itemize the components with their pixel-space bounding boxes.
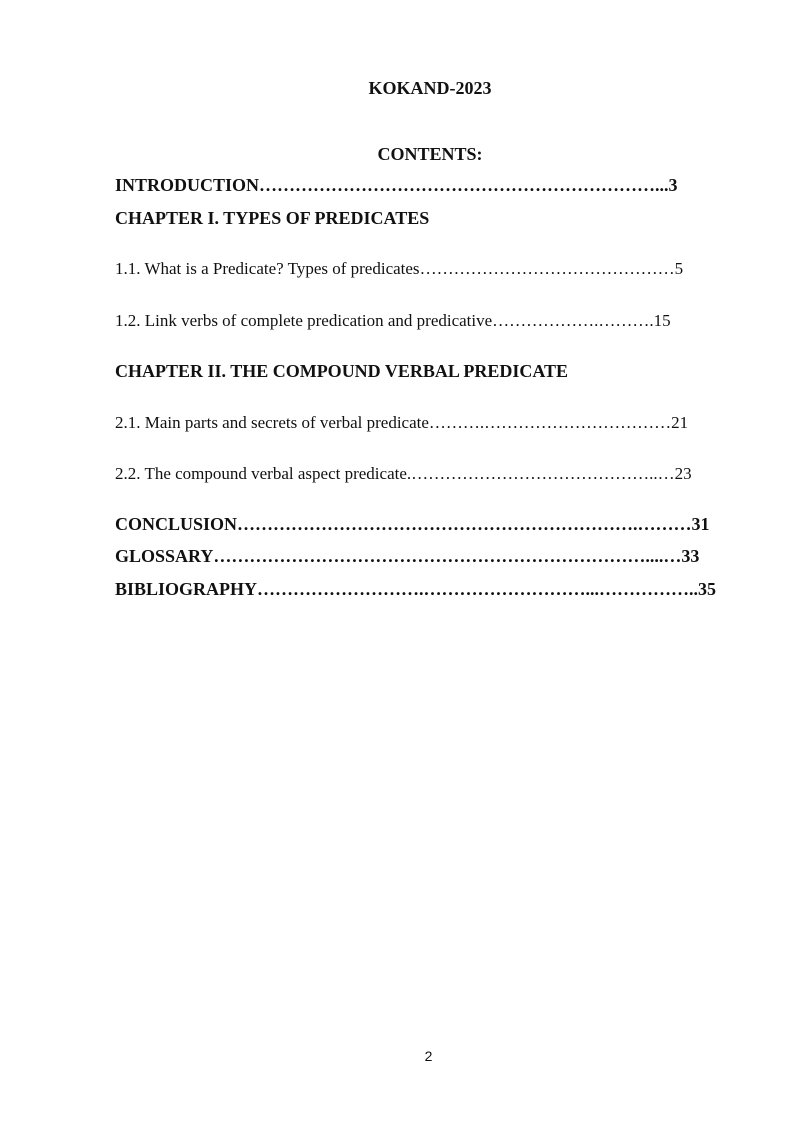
page-number: 2 — [424, 1048, 433, 1064]
toc-entry-introduction — [115, 175, 678, 196]
toc-leader-dots: ……….…………………………… — [428, 413, 672, 432]
document-title: KOKAND-2023 — [368, 78, 492, 98]
toc-leader-dots: ……………………….………………………...…………….. — [257, 579, 699, 599]
toc-entry-1-1 — [115, 259, 683, 279]
toc-page-number: 33 — [681, 546, 700, 566]
toc-entry-label: GLOSSARY — [115, 546, 214, 566]
toc-entry-label: 2.1. Main parts and secrets of verbal predicate — [115, 413, 429, 432]
toc-page-number: 3 — [668, 175, 678, 195]
toc-entry-2-2 — [115, 464, 692, 484]
toc-entry-label: 1.2. Link verbs of complete predication and predicative — [115, 311, 493, 330]
toc-chapter-1-heading: CHAPTER I. TYPES OF PREDICATES — [115, 208, 430, 228]
toc-chapter-2-heading: CHAPTER II. THE COMPOUND VERBAL PREDICATE — [115, 361, 569, 381]
toc-entry-label: 1.1. What is a Predicate? Types of predicates — [115, 259, 420, 278]
toc-entry-2-1 — [115, 413, 688, 433]
toc-page-number: 31 — [691, 514, 710, 534]
toc-entry-bibliography — [115, 579, 716, 600]
toc-page-number: 35 — [698, 579, 717, 599]
contents-heading: CONTENTS: — [377, 144, 483, 164]
toc-leader-dots: ……………………………………… — [419, 259, 675, 278]
toc-entry-label: 2.2. The compound verbal aspect predicate. — [115, 464, 412, 483]
toc-entry-label: BIBLIOGRAPHY — [115, 579, 258, 599]
toc-leader-dots: ……………………………………..… — [411, 464, 675, 483]
toc-leader-dots: …………………………………………………………... — [259, 175, 669, 195]
toc-page-number: 21 — [671, 413, 689, 432]
toc-leader-dots: ………………………………………………………………....… — [213, 546, 682, 566]
toc-entry-label: CONCLUSION — [115, 514, 238, 534]
toc-entry-label: INTRODUCTION — [115, 175, 260, 195]
toc-page-number: 15 — [653, 311, 671, 330]
toc-page-number: 23 — [674, 464, 692, 483]
toc-entry-conclusion — [115, 514, 710, 535]
toc-leader-dots: ……………….………. — [492, 311, 654, 330]
toc-page-number: 5 — [674, 259, 684, 278]
toc-leader-dots: ………………………………………………………….……… — [237, 514, 692, 534]
toc-entry-glossary — [115, 546, 699, 567]
toc-entry-1-2 — [115, 311, 671, 331]
